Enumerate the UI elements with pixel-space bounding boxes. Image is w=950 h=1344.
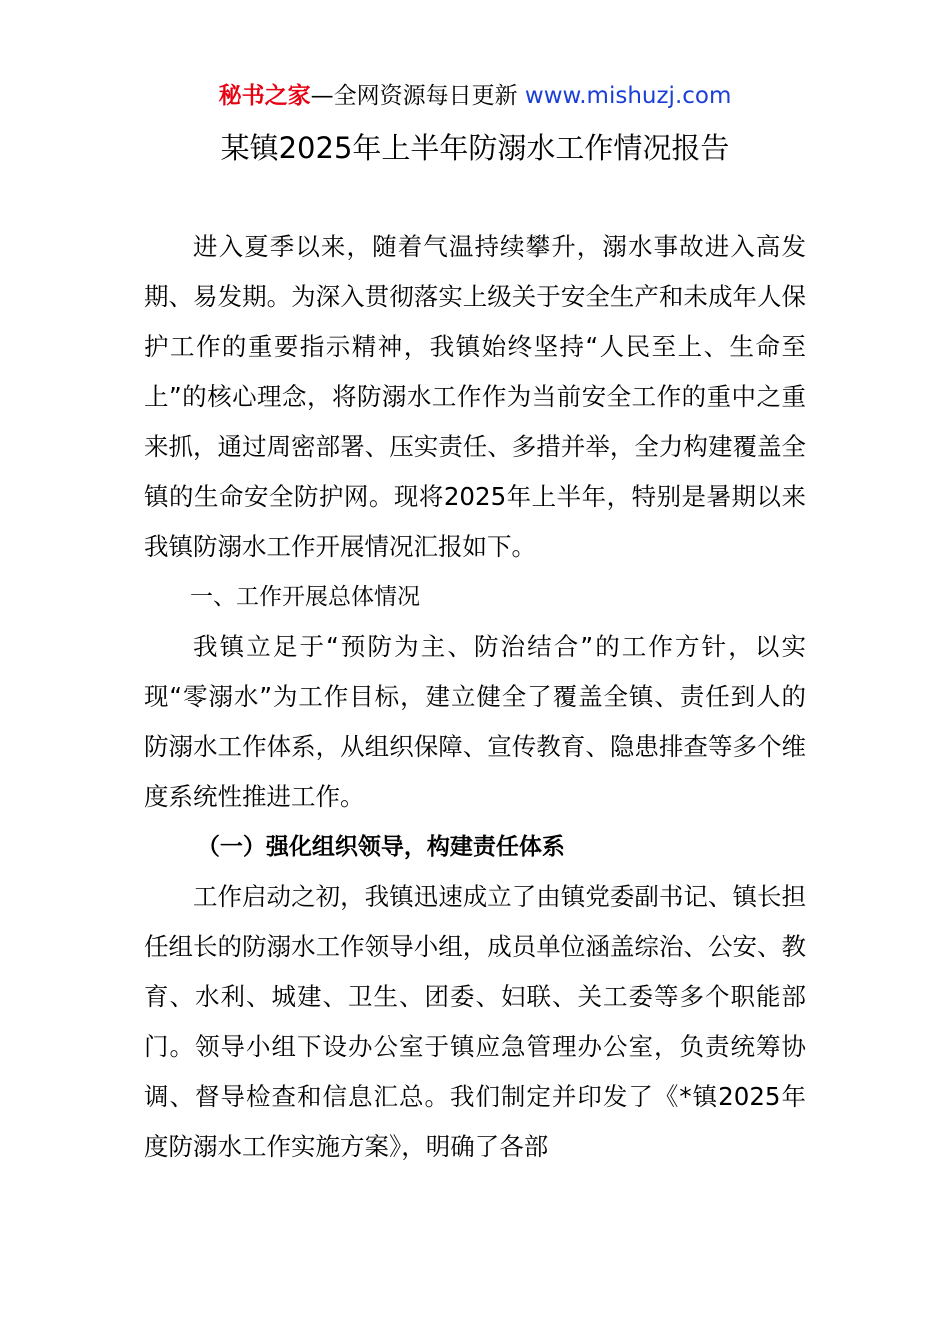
site-header <box>0 80 950 112</box>
site-tagline: —全网资源每日更新 <box>310 83 518 109</box>
subsection-paragraph: 工作启动之初，我镇迅速成立了由镇党委副书记、镇长担任组长的防溺水工作领导小组，成员单位涵盖综治、公安、教育、水利、城建、卫生、团委、妇联、关工委等多个职能部门。领导小组下设办公室于镇应急管理办公室，负责统筹协调、督导检查和信息汇总。我们制定并印发了《*镇2025年度防溺水工作实施方案》，明确了各部 <box>144 882 806 1161</box>
intro-paragraph: 进入夏季以来，随着气温持续攀升，溺水事故进入高发期、易发期。为深入贯彻落实上级关于安全生产和未成年人保护工作的重要指示精神，我镇始终坚持“人民至上、生命至上”的核心理念，将防溺水工作作为当前安全工作的重中之重来抓，通过周密部署、压实责任、多措并举，全力构建覆盖全镇的生命安全防护网。现将2025年上半年，特别是暑期以来我镇防溺水工作开展情况汇报如下。 <box>144 232 806 561</box>
document-body <box>144 222 806 1172</box>
document-title: 某镇2025年上半年防溺水工作情况报告 <box>220 131 730 165</box>
section-heading: 一、工作开展总体情况 <box>190 584 420 610</box>
site-url-link[interactable]: www.mishuzj.com <box>524 83 732 109</box>
site-brand: 秘书之家 <box>218 83 311 109</box>
section-paragraph: 我镇立足于“预防为主、防治结合”的工作方针，以实现“零溺水”为工作目标，建立健全了覆盖全镇、责任到人的防溺水工作体系，从组织保障、宣传教育、隐患排查等多个维度系统性推进工作。 <box>144 632 806 811</box>
subsection-heading: （一）强化组织领导，构建责任体系 <box>196 834 565 860</box>
